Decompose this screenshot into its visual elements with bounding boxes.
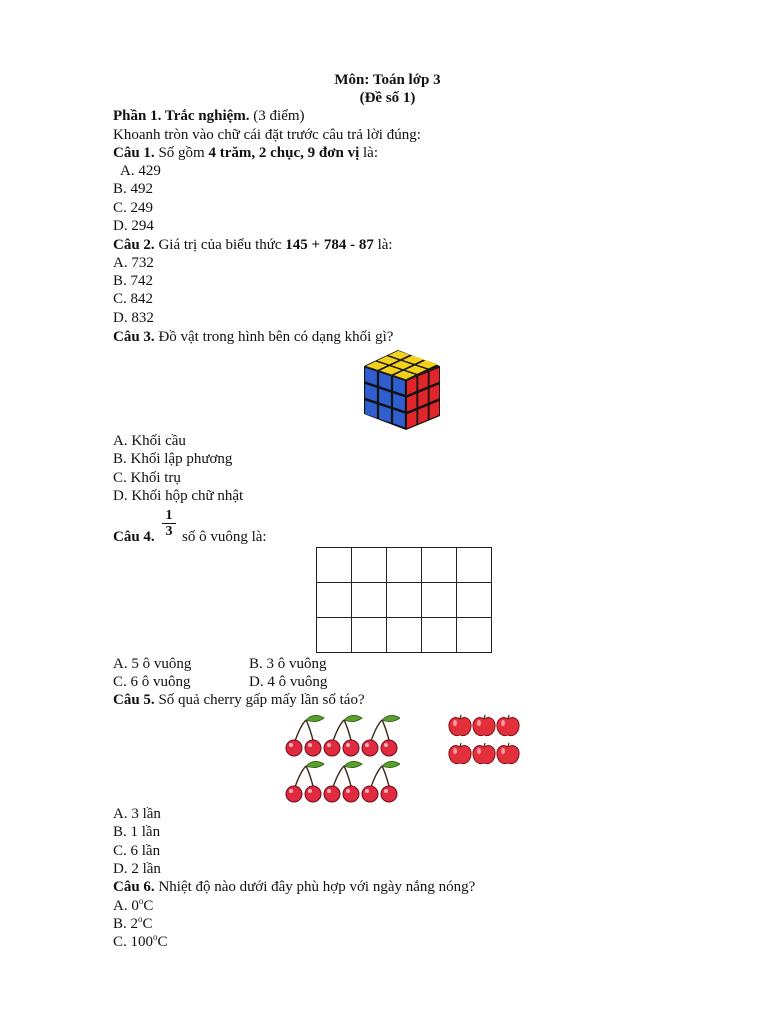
apple-body (497, 718, 519, 736)
q5-option-c[interactable]: C. 6 lần (113, 843, 161, 859)
subject-title: Môn: Toán lớp 3 (334, 72, 441, 88)
cherry-fruit (286, 740, 302, 756)
temperature-unit: C (157, 934, 168, 950)
cherry-highlight (327, 743, 331, 747)
cherry-highlight (346, 789, 350, 793)
apple-body (449, 718, 471, 736)
q5-option-b[interactable]: B. 1 lần (113, 824, 161, 840)
grid-cell (387, 618, 422, 653)
question-4 (113, 528, 155, 546)
cherry-fruit (381, 740, 397, 756)
question-label: Câu 6. (113, 879, 155, 895)
apple-icon (449, 743, 471, 764)
q2-option-b[interactable]: B. 742 (113, 273, 154, 289)
q1-option-a[interactable]: A. 429 (120, 163, 161, 179)
cherry-highlight (346, 743, 350, 747)
q3-option-b[interactable]: B. Khối lập phương (113, 451, 233, 467)
apple-icon (449, 715, 471, 736)
q5-option-d[interactable]: D. 2 lần (113, 861, 161, 877)
grid-cell (387, 583, 422, 618)
grid-cell (457, 548, 492, 583)
cherry-highlight (327, 789, 331, 793)
q5-option-a[interactable]: A. 3 lần (113, 806, 161, 822)
cherry-pair-icon (324, 761, 362, 802)
grid-cell (457, 583, 492, 618)
question-2 (113, 236, 393, 254)
apple-body (449, 746, 471, 764)
question-text: Đồ vật trong hình bên có dạng khối gì? (154, 329, 394, 345)
cherry-highlight (289, 743, 293, 747)
cherry-pair-icon (286, 761, 324, 802)
part1-heading (113, 107, 305, 125)
question-text: Nhiệt độ nào dưới đây phù hợp với ngày nắng nóng? (154, 879, 476, 895)
question-text: Số gồm (154, 145, 209, 161)
temperature-value: 2 (130, 916, 139, 932)
q3-option-d[interactable]: D. Khối hộp chữ nhật (113, 488, 244, 504)
cherry-pair-icon (362, 715, 400, 756)
cherry-fruit (324, 740, 340, 756)
degree-sign: o (138, 914, 143, 924)
q4-option-c[interactable]: C. 6 ô vuông (113, 674, 191, 690)
question-6 (113, 878, 475, 896)
q3-option-a[interactable]: A. Khối cầu (113, 433, 186, 449)
q1-option-b[interactable]: B. 492 (113, 181, 154, 197)
apple-body (497, 746, 519, 764)
apple-icon (497, 715, 519, 736)
q1-option-d[interactable]: D. 294 (113, 218, 154, 234)
q4-option-b[interactable]: B. 3 ô vuông (249, 656, 327, 672)
q4-option-d[interactable]: D. 4 ô vuông (249, 674, 328, 690)
cherry-fruit (305, 740, 321, 756)
q6-option-a[interactable] (113, 897, 153, 915)
q1-option-c[interactable]: C. 249 (113, 200, 154, 216)
grid-cell (352, 583, 387, 618)
part1-points: (3 điểm) (249, 108, 305, 124)
cherry-pair-icon (286, 715, 324, 756)
cherry-fruit (343, 740, 359, 756)
q2-option-d[interactable]: D. 832 (113, 310, 154, 326)
cherry-highlight (384, 743, 388, 747)
cherry-leaf (306, 715, 324, 721)
apple-icon (497, 743, 519, 764)
grid-cell (422, 618, 457, 653)
apple-highlight (453, 748, 457, 754)
question-text: số ô vuông là: (182, 529, 267, 545)
grid-cell (422, 583, 457, 618)
fraction-denominator: 3 (165, 524, 173, 539)
instruction: Khoanh tròn vào chữ cái đặt trước câu trả lời đúng: (113, 127, 421, 143)
grid-cell (457, 618, 492, 653)
question-3 (113, 328, 393, 346)
apple-body (473, 746, 495, 764)
question-label: Câu 1. (113, 145, 155, 161)
cherry-highlight (308, 789, 312, 793)
question-emphasis: 4 trăm, 2 chục, 9 đơn vị (208, 145, 360, 161)
cherry-fruit (362, 786, 378, 802)
apple-icon (473, 743, 495, 764)
cherry-fruit (343, 786, 359, 802)
degree-sign: o (153, 932, 158, 942)
temperature-value: 100 (130, 934, 154, 950)
q6-option-b[interactable] (113, 915, 153, 933)
apple-highlight (501, 748, 505, 754)
cherry-fruit (381, 786, 397, 802)
apples-image (446, 712, 524, 770)
cherry-fruit (324, 786, 340, 802)
question-5 (113, 691, 365, 709)
cherry-highlight (365, 789, 369, 793)
degree-sign: o (138, 896, 144, 906)
question-label: Câu 3. (113, 329, 155, 345)
apple-highlight (453, 720, 457, 726)
grid-cell (387, 548, 422, 583)
question-label: Câu 5. (113, 692, 155, 708)
option-letter: B. (113, 916, 131, 932)
temperature-unit: C (143, 898, 154, 914)
question-label: Câu 2. (113, 237, 155, 253)
apple-highlight (477, 720, 481, 726)
cherry-highlight (384, 789, 388, 793)
grid-row (317, 583, 492, 618)
grid-cell (317, 583, 352, 618)
q6-option-c[interactable] (113, 933, 168, 951)
question-text: là: (359, 145, 379, 161)
cherry-highlight (308, 743, 312, 747)
question-text: Số quả cherry gấp mấy lần số táo? (154, 692, 365, 708)
part1-title: Phần 1. Trắc nghiệm. (113, 108, 250, 124)
grid-cell (352, 548, 387, 583)
cherry-leaf (344, 761, 362, 767)
cherry-fruit (305, 786, 321, 802)
fraction-numerator: 1 (165, 508, 173, 523)
temperature-unit: C (142, 916, 153, 932)
cherry-fruit (362, 740, 378, 756)
cherry-leaf (382, 715, 400, 721)
fraction-one-third (160, 508, 178, 539)
q4-option-a[interactable]: A. 5 ô vuông (113, 656, 192, 672)
option-letter: A. (113, 898, 132, 914)
grid-row (317, 548, 492, 583)
question-emphasis: 145 + 784 - 87 (285, 237, 374, 253)
cherry-highlight (365, 743, 369, 747)
option-letter: C. (113, 934, 131, 950)
rubiks-cube-image (360, 346, 444, 432)
cherry-fruit (286, 786, 302, 802)
question-label: Câu 4. (113, 529, 155, 545)
square-grid (316, 547, 492, 653)
grid-row (317, 618, 492, 653)
cherry-pair-icon (324, 715, 362, 756)
cherries-image (282, 712, 400, 806)
question-1 (113, 144, 378, 162)
grid-cell (317, 618, 352, 653)
question-text: là: (373, 237, 393, 253)
cherry-pair-icon (362, 761, 400, 802)
cherry-leaf (344, 715, 362, 721)
q2-option-a[interactable]: A. 732 (113, 255, 154, 271)
grid-cell (422, 548, 457, 583)
q2-option-c[interactable]: C. 842 (113, 291, 154, 307)
apple-body (473, 718, 495, 736)
q3-option-c[interactable]: C. Khối trụ (113, 470, 181, 486)
question-text: Giá trị của biểu thức (154, 237, 286, 253)
grid-cell (352, 618, 387, 653)
apple-highlight (477, 748, 481, 754)
cherry-leaf (306, 761, 324, 767)
cherry-highlight (289, 789, 293, 793)
exam-number: (Đề số 1) (359, 90, 416, 106)
cherry-leaf (382, 761, 400, 767)
apple-highlight (501, 720, 505, 726)
grid-cell (317, 548, 352, 583)
apple-icon (473, 715, 495, 736)
temperature-value: 0 (131, 898, 139, 914)
